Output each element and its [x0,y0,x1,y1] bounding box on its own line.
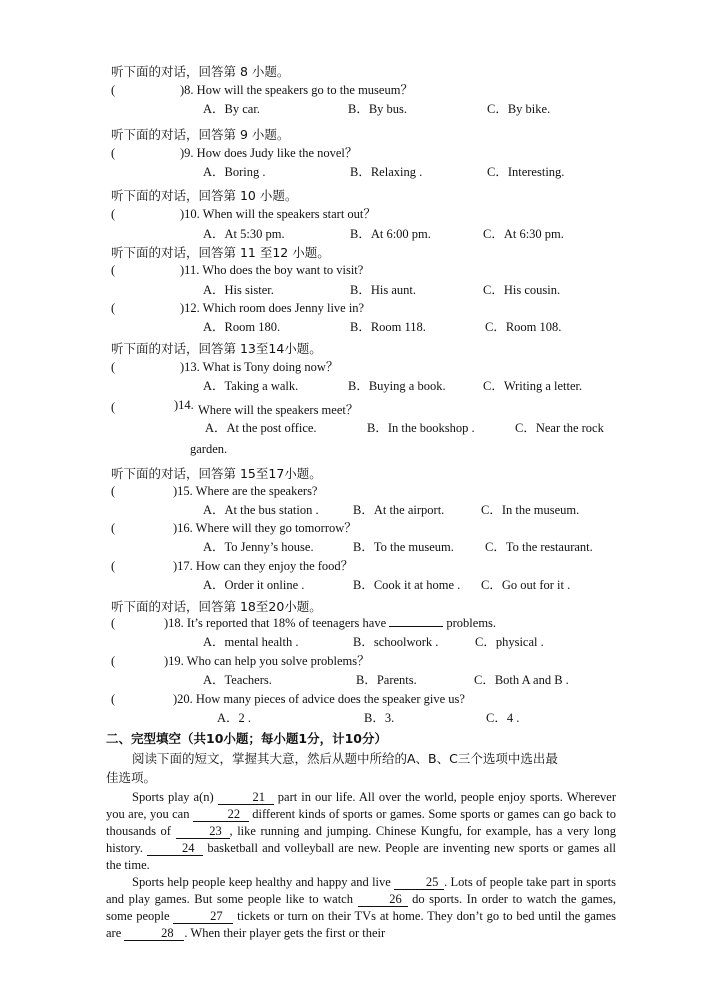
answer-paren: ( [111,83,116,97]
option-a: A．Boring . [203,165,266,179]
answer-paren: ( [111,654,116,668]
option-c: C．Near the rock [515,421,604,435]
blank-26: 26 [358,892,408,907]
option-a: A．2 . [217,711,252,725]
option-c: C．Room 108. [485,320,562,334]
option-c: C．In the museum. [481,503,580,517]
blank-28: 28 [124,926,184,941]
passage-paragraph: Sports help people keep healthy and happy and live 25 . Lots of people take part in sports and play games. But some people like to watch 26 do sports. In order to watch the games, some people 27 tickets or turn on their TVs at home. They don’t go to bed until the games are 28 . When their player gets the first or their [106,875,617,940]
option-c: C．To the restaurant. [485,540,593,554]
blank-22: 22 [193,807,249,822]
option-c: C．Interesting. [487,165,565,179]
option-c-continued: garden. [190,442,228,456]
blank-27: 27 [173,909,233,924]
section-header: 听下面的对话，回答第 9 小题。 [111,127,290,142]
instructions-line: 阅读下面的短文，掌握其大意，然后从题中所给的A、B、C三个选项中选出最 [132,751,558,766]
answer-paren: ( [111,559,116,573]
passage [106,789,616,942]
option-c: C．Both A and B . [474,673,569,687]
option-b: B．Room 118. [350,320,426,334]
question-text: )9. How does Judy like the novel？ [180,146,358,160]
option-c: C．His cousin. [483,283,561,297]
answer-paren: ( [111,400,116,414]
option-a: A．At 5:30 pm. [203,227,285,241]
answer-paren: ( [111,207,116,221]
answer-paren: ( [111,360,116,374]
blank-24: 24 [147,841,203,856]
blank-25: 25 [394,875,444,890]
option-b: B．In the bookshop . [367,421,475,435]
section-header: 听下面的对话，回答第 10 小题。 [111,188,298,203]
option-c: C．4 . [486,711,520,725]
option-a: A．Teachers. [203,673,272,687]
question-text: )18. It’s reported that 18% of teenagers have problems. [164,616,497,630]
option-b: B．By bus. [348,102,408,116]
answer-paren: ( [111,616,116,630]
option-a: A．His sister. [203,283,274,297]
section-header: 听下面的对话，回答第 18至20小题。 [111,599,322,614]
option-b: B．Buying a book. [348,379,446,393]
option-c: C．Writing a letter. [483,379,583,393]
question-text: )17. How can they enjoy the food？ [173,559,354,573]
option-a: A．By car. [203,102,260,116]
answer-paren: ( [111,521,116,535]
question-text: )8. How will the speakers go to the museum？ [180,83,413,97]
question-text: )13. What is Tony doing now？ [180,360,339,374]
section-header: 听下面的对话，回答第 15至17小题。 [111,466,322,481]
question-text: )10. When will the speakers start out？ [180,207,376,221]
question-text: )20. How many pieces of advice does the speaker give us? [173,692,465,706]
blank-21: 21 [218,790,274,805]
option-a: A．Order it online . [203,578,305,592]
option-a: A．To Jenny’s house. [203,540,314,554]
option-b: B．Relaxing . [350,165,423,179]
passage-paragraph: Sports play a(n) 21 part in our life. All over the world, people enjoy sports. Wherever you are, you can 22 different kinds of sports or games. Some sports or games can go back to thousands of 23 , like running and jumping. Chinese Kungfu, for example, has a very long history. 24 basketball and volleyball are new. People are inventing new sports or games all the time. [106,790,617,872]
option-b: B．At 6:00 pm. [350,227,431,241]
option-b: B．At the airport. [353,503,445,517]
question-number: )14. [174,398,194,412]
question-text: Where will the speakers meet？ [198,403,359,417]
instructions-line: 佳选项。 [106,770,157,785]
option-a: A．At the post office. [205,421,317,435]
question-text: )16. Where will they go tomorrow？ [173,521,357,535]
option-c: C．physical . [475,635,544,649]
option-c: C．At 6:30 pm. [483,227,564,241]
option-b: B．schoolwork . [353,635,439,649]
question-text: )15. Where are the speakers? [173,484,318,498]
section-header: 听下面的对话，回答第 13至14小题。 [111,341,322,356]
option-b: B．To the museum. [353,540,454,554]
option-a: A．Taking a walk. [203,379,299,393]
option-c: C．By bike. [487,102,551,116]
question-text: )11. Who does the boy want to visit? [180,263,364,277]
option-a: A．mental health . [203,635,299,649]
option-a: A．At the bus station . [203,503,319,517]
section-header: 听下面的对话，回答第 11 至12 小题。 [111,245,330,260]
answer-paren: ( [111,301,116,315]
answer-paren: ( [111,146,116,160]
option-b: B．3. [364,711,395,725]
question-text: )12. Which room does Jenny live in? [180,301,365,315]
part-title: 二、完型填空（共10小题；每小题1分，计10分） [106,731,387,746]
option-b: B．Parents. [356,673,417,687]
question-text: )19. Who can help you solve problems？ [164,654,370,668]
option-c: C．Go out for it . [481,578,571,592]
blank-23: 23 [176,824,230,839]
option-a: A．Room 180. [203,320,281,334]
answer-blank [389,626,443,627]
option-b: B．His aunt. [350,283,416,297]
section-header: 听下面的对话，回答第 8 小题。 [111,64,290,79]
option-b: B．Cook it at home . [353,578,461,592]
answer-paren: ( [111,692,116,706]
answer-paren: ( [111,484,116,498]
answer-paren: ( [111,263,116,277]
